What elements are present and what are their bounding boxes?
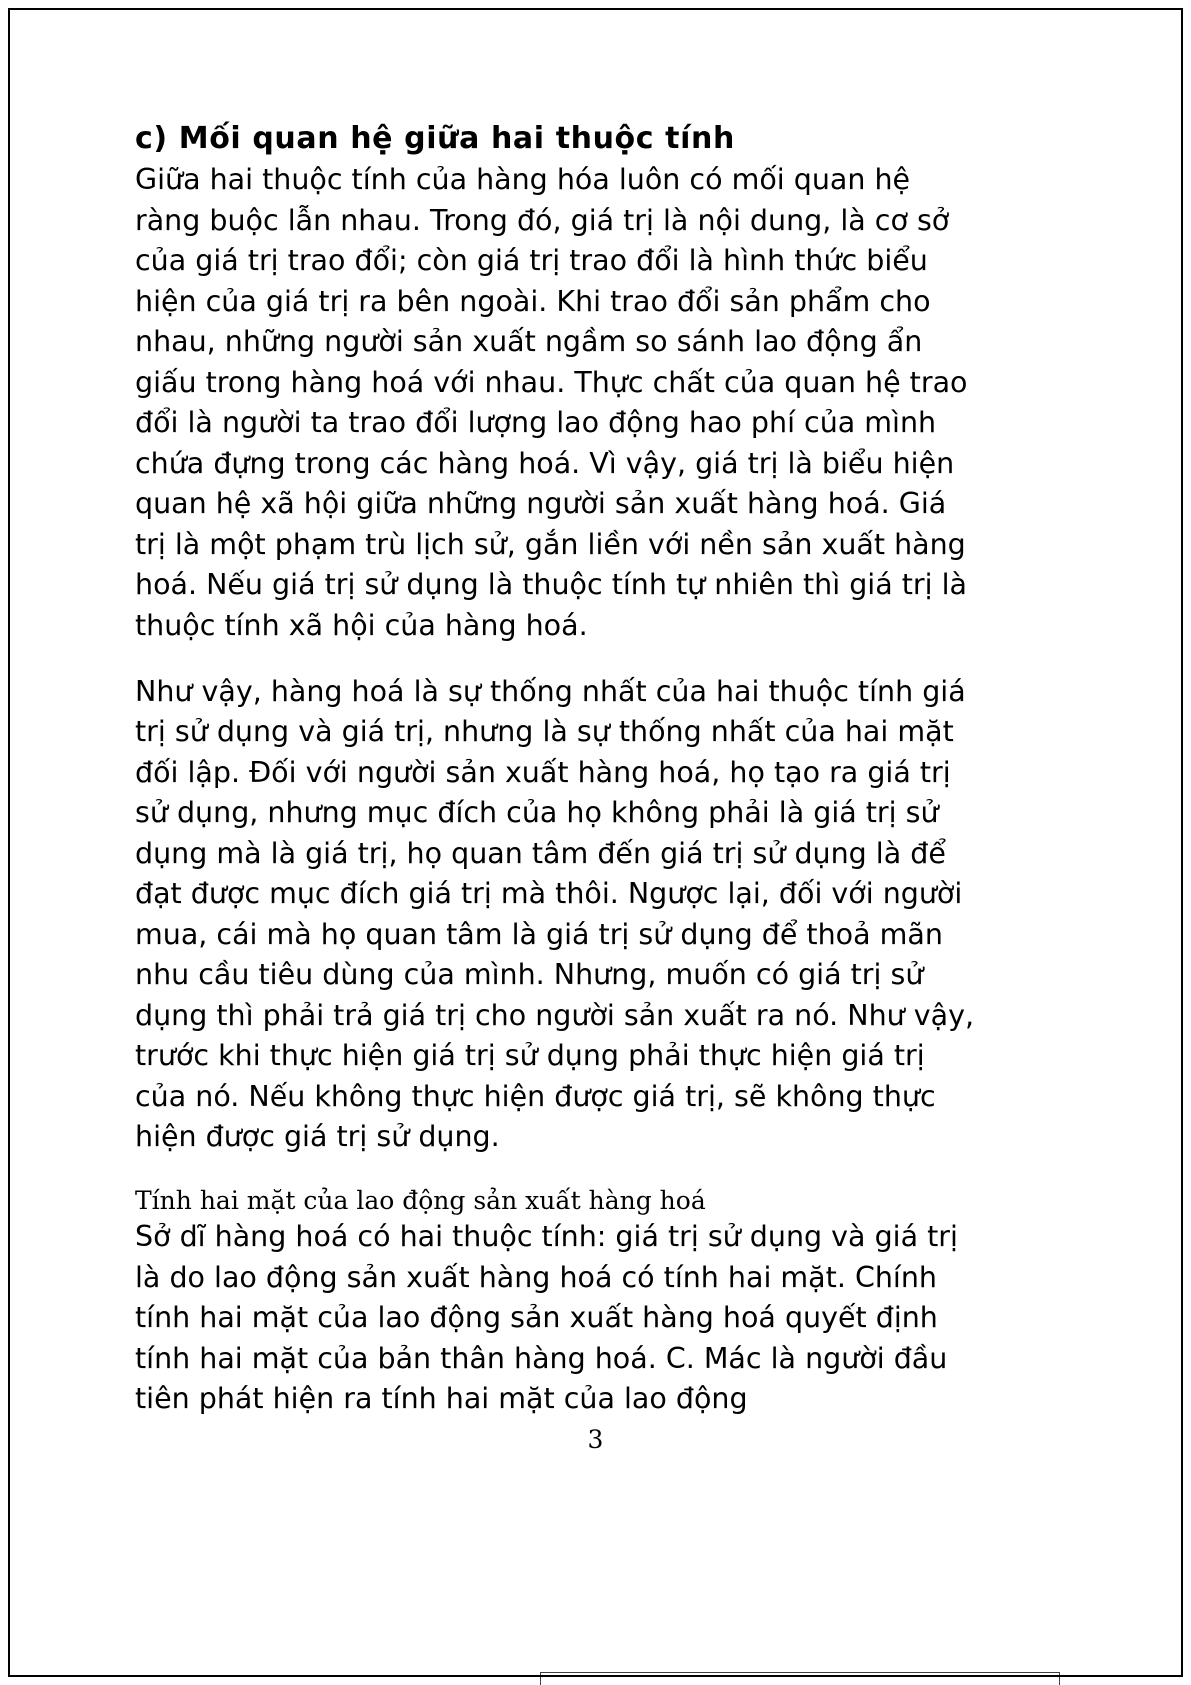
section-heading: c) Mối quan hệ giữa hai thuộc tính: [135, 121, 735, 156]
document-body: [135, 120, 975, 1420]
page-footer-edge: [540, 1672, 1060, 1685]
page-number: 3: [587, 1425, 604, 1454]
subsection-heading: Tính hai mặt của lao động sản xuất hàng hoá: [135, 1185, 706, 1215]
body-paragraph-1: Giữa hai thuộc tính của hàng hóa luôn có mối quan hệ ràng buộc lẫn nhau. Trong đó, giá trị là nội dung, là cơ sở của giá trị trao đổi; còn giá trị trao đổi là hình thức biểu hiện của giá trị ra bên ngoài. Khi trao đổi sản phẩm cho nhau, những người sản xuất ngầm so sánh lao động ẩn giấu trong hàng hoá với nhau. Thực chất của quan hệ trao đổi là người ta trao đổi lượng lao động hao phí của mình chứa đựng trong các hàng hoá. Vì vậy, giá trị là biểu hiện quan hệ xã hội giữa những người sản xuất hàng hoá. Giá trị là một phạm trù lịch sử, gắn liền với nền sản xuất hàng hoá. Nếu giá trị sử dụng là thuộc tính tự nhiên thì giá trị là thuộc tính xã hội của hàng hoá.: [135, 163, 968, 642]
body-paragraph-2: Như vậy, hàng hoá là sự thống nhất của hai thuộc tính giá trị sử dụng và giá trị, nhưng là sự thống nhất của hai mặt đối lập. Đối với người sản xuất hàng hoá, họ tạo ra giá trị sử dụng, nhưng mục đích của họ không phải là giá trị sử dụng mà là giá trị, họ quan tâm đến giá trị sử dụng là để đạt được mục đích giá trị mà thôi. Ngược lại, đối với người mua, cái mà họ quan tâm là giá trị sử dụng để thoả mãn nhu cầu tiêu dùng của mình. Nhưng, muốn có giá trị sử dụng thì phải trả giá trị cho người sản xuất ra nó. Như vậy, trước khi thực hiện giá trị sử dụng phải thực hiện giá trị của nó. Nếu không thực hiện được giá trị, sẽ không thực hiện được giá trị sử dụng.: [135, 675, 975, 1154]
body-paragraph-3: Sở dĩ hàng hoá có hai thuộc tính: giá trị sử dụng và giá trị là do lao động sản xuất hàng hoá có tính hai mặt. Chính tính hai mặt của lao động sản xuất hàng hoá quyết định tính hai mặt của bản thân hàng hoá. C. Mác là người đầu tiên phát hiện ra tính hai mặt của lao động: [135, 1220, 958, 1416]
